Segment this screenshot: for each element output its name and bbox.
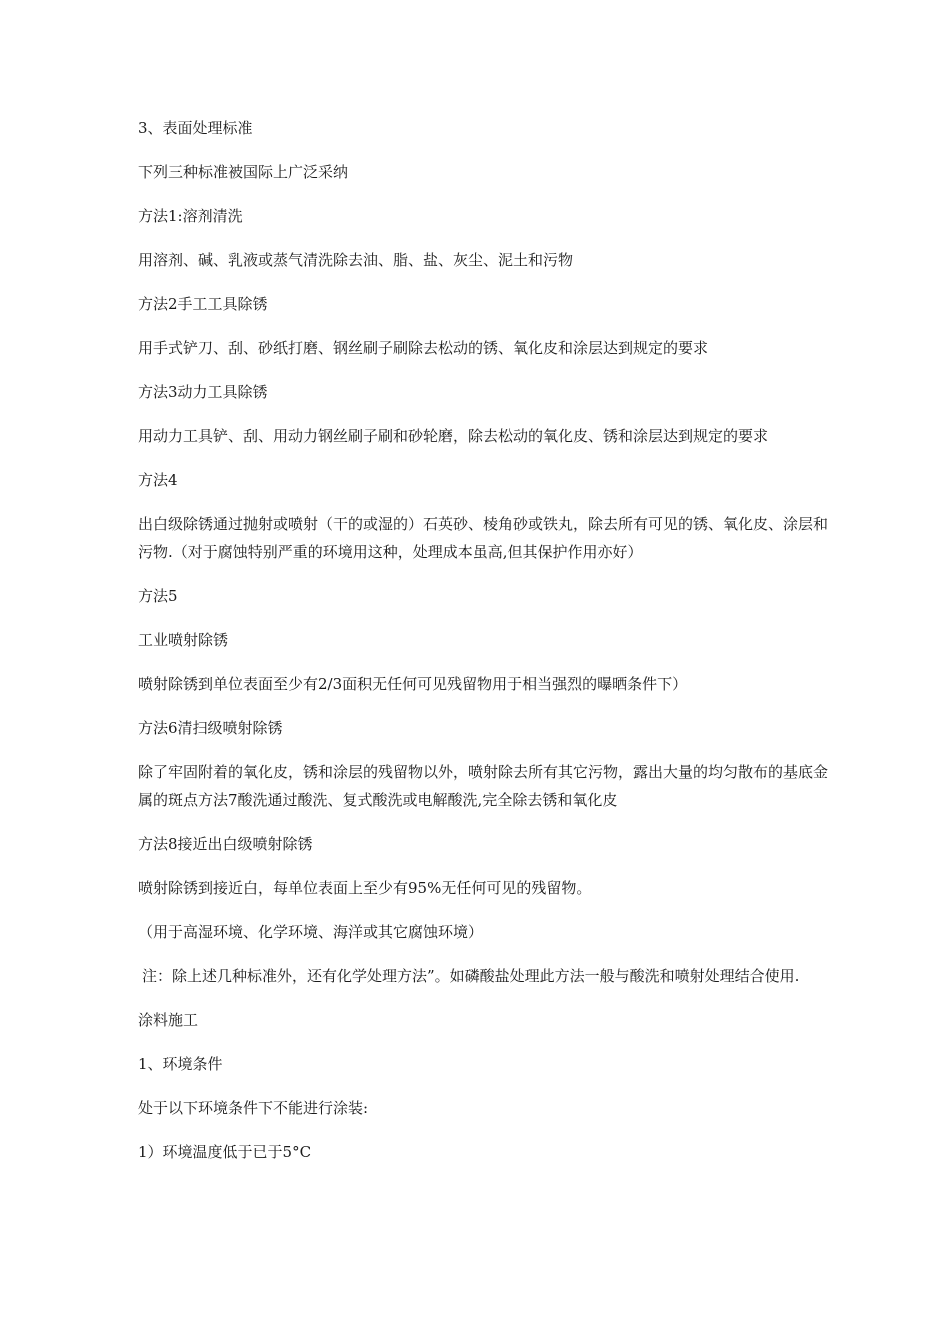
method-5-description: 喷射除锈到单位表面至少有2/3面积无任何可见残留物用于相当强烈的曝晒条件下）	[138, 675, 688, 693]
method-8-description: 喷射除锈到接近白，每单位表面上至少有95%无任何可见的残留物。	[138, 879, 592, 897]
method-6-title: 方法6清扫级喷射除锈	[138, 719, 283, 737]
method-2-title: 方法2手工工具除锈	[138, 295, 268, 313]
section-heading-coating: 涂料施工	[138, 1011, 199, 1029]
method-2-description: 用手式铲刀、刮、砂纸打磨、钢丝刷子刷除去松动的锈、氧化皮和涂层达到规定的要求	[138, 339, 709, 357]
method-4-description: 出白级除锈通过抛射或喷射（干的或湿的）石英砂、棱角砂或铁丸，除去所有可见的锈、氧化皮、涂层和污物.（对于腐蚀特别严重的环境用这种，处理成本虽高,但其保护作用亦好）	[138, 515, 829, 561]
method-1-title: 方法1:溶剂清洗	[138, 207, 243, 225]
note-paragraph: 注：除上述几种标准外，还有化学处理方法”。如磷酸盐处理此方法一般与酸洗和喷射处理结合使用.	[142, 967, 800, 985]
method-5-title: 方法5	[138, 587, 178, 605]
environment-intro: 处于以下环境条件下不能进行涂装:	[138, 1099, 369, 1117]
method-8-usage: （用于高湿环境、化学环境、海洋或其它腐蚀环境）	[138, 923, 484, 941]
section-heading-surface-treatment: 3、表面处理标准	[138, 119, 253, 137]
method-8-title: 方法8接近出白级喷射除锈	[138, 835, 313, 853]
intro-paragraph: 下列三种标准被国际上广泛采纳	[138, 163, 349, 181]
method-3-description: 用动力工具铲、刮、用动力钢丝刷子刷和砂轮磨，除去松动的氧化皮、锈和涂层达到规定的要求	[138, 427, 769, 445]
method-1-description: 用溶剂、碱、乳液或蒸气清洗除去油、脂、盐、灰尘、泥土和污物	[138, 251, 574, 269]
environment-condition-1: 1）环境温度低于已于5°C	[138, 1143, 312, 1161]
method-4-title: 方法4	[138, 471, 178, 489]
method-3-title: 方法3动力工具除锈	[138, 383, 268, 401]
document-body	[138, 114, 828, 1182]
method-6-description: 除了牢固附着的氧化皮，锈和涂层的残留物以外，喷射除去所有其它污物，露出大量的均匀散布的基底金属的斑点方法7酸洗通过酸洗、复式酸洗或电解酸洗,完全除去锈和氧化皮	[138, 763, 829, 809]
subsection-environment-title: 1、环境条件	[138, 1055, 223, 1073]
method-5-subtitle: 工业喷射除锈	[138, 631, 229, 649]
